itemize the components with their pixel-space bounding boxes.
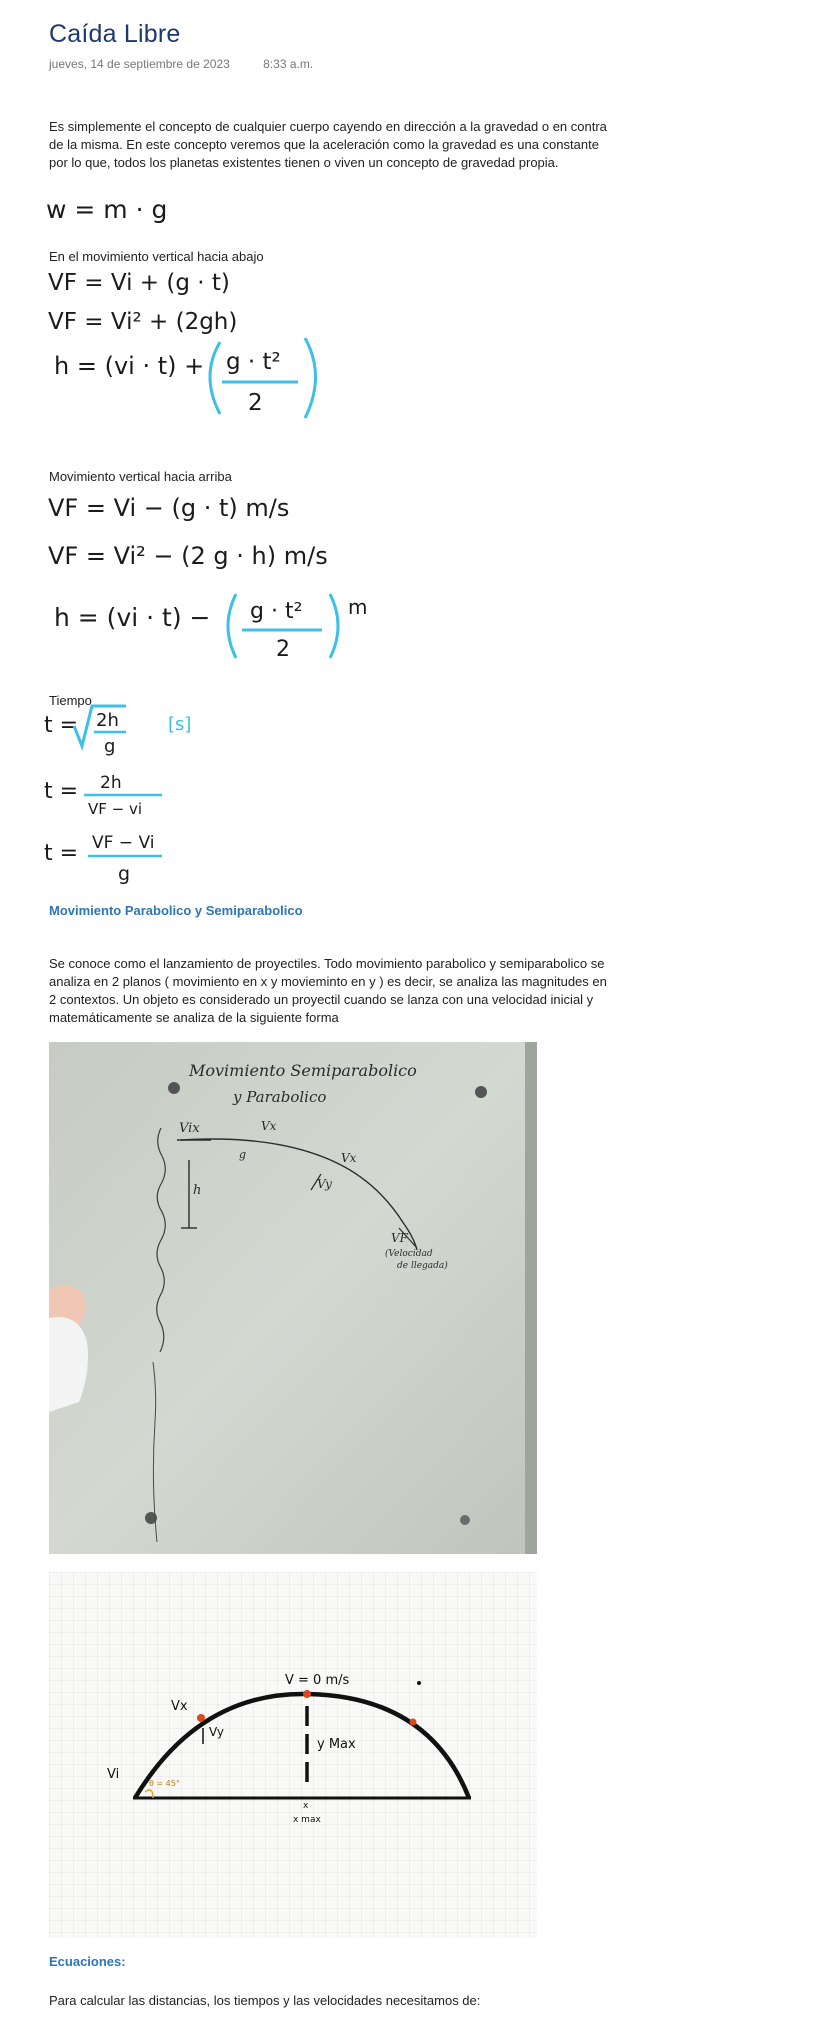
wb-vix: Vix	[179, 1121, 200, 1136]
grid-x: x	[303, 1801, 309, 1811]
grid-vx: Vx	[171, 1699, 188, 1714]
down-formula-3-den: 2	[248, 390, 263, 416]
wb-vy: Vy	[317, 1177, 332, 1191]
page-time: 8:33 a.m.	[263, 57, 314, 71]
wb-vx-1: Vx	[261, 1119, 277, 1133]
page-title: Caída Libre	[49, 20, 181, 48]
up-paren-left	[228, 594, 236, 658]
grid-xmax: x max	[293, 1815, 321, 1825]
time-formula-2-num: 2h	[100, 773, 122, 793]
up-formula-3-num: g · t²	[250, 599, 303, 624]
weight-formula-ink	[40, 192, 240, 228]
grid-ymax: y Max	[317, 1737, 356, 1752]
time-formula-3-left: t =	[44, 841, 79, 866]
down-formula-1: VF = Vi + (g · t)	[48, 270, 230, 296]
dot-mark	[417, 1681, 421, 1685]
time-label: Tiempo	[49, 693, 92, 708]
time-formula-1-left: t =	[44, 713, 79, 738]
apex-point	[303, 1690, 311, 1698]
vx-point	[197, 1714, 205, 1722]
up-paren-right	[330, 594, 338, 658]
time-formula-1-num: 2h	[96, 710, 119, 731]
down-formula-3-left: h = (vi · t) +	[54, 352, 205, 380]
page-meta	[49, 57, 313, 71]
up-formula-3-unit: m	[348, 595, 368, 619]
whiteboard-bolt	[460, 1515, 470, 1525]
equations-paragraph: Para calcular las distancias, los tiempos y las velocidades necesitamos de:	[49, 1993, 481, 2008]
up-formula-2: VF = Vi² − (2 g · h) m/s	[48, 542, 328, 570]
down-formula-2: VF = Vi² + (2gh)	[48, 309, 238, 335]
up-formula-1: VF = Vi − (g · t) m/s	[48, 494, 290, 522]
descent-point	[410, 1719, 417, 1726]
wb-vf: VF	[391, 1231, 408, 1245]
whiteboard-bolt	[168, 1082, 180, 1094]
down-paren-right	[305, 338, 316, 418]
grid-vi: Vi	[107, 1767, 120, 1782]
wb-h: h	[193, 1183, 202, 1198]
grid-lines	[49, 1572, 537, 1938]
equations-heading: Ecuaciones:	[49, 1954, 126, 1969]
parabolic-heading: Movimiento Parabolico y Semiparabolico	[49, 903, 303, 918]
up-formulas-ink	[40, 486, 400, 668]
wb-g: g	[239, 1148, 247, 1161]
time-formula-1-den: g	[104, 736, 116, 757]
time-formulas-ink	[40, 702, 320, 888]
time-formula-3-den: g	[118, 863, 131, 885]
whiteboard-surface	[49, 1042, 537, 1554]
page-date: jueves, 14 de septiembre de 2023	[49, 57, 230, 71]
down-formulas-ink	[40, 264, 360, 426]
wb-vf-note-1: (Velocidad	[385, 1249, 433, 1259]
grid-drawing	[49, 1572, 537, 1938]
whiteboard-photo	[49, 1042, 537, 1554]
intro-paragraph: Es simplemente el concepto de cualquier cuerpo cayendo en dirección a la gravedad o en contra de la misma. En este concepto veremos que la aceleración como la gravedad es una constante por lo que, todos los planetas existentes tienen o viven un concepto de gravedad propia.	[49, 119, 607, 170]
grid-vy: Vy	[209, 1725, 224, 1739]
parabolic-paragraph: Se conoce como el lanzamiento de proyectiles. Todo movimiento parabolico y semiparabolico se analiza en 2 planos ( movimiento en x y movieminto en y ) es decir, se analiza las magnitudes en 2 contextos. Un objeto es considerado un proyectil cuando se lanza con una velocidad inicial y matemáticamente se analiza de la siguiente forma	[49, 956, 607, 1025]
whiteboard-frame	[525, 1042, 537, 1554]
up-formula-3-den: 2	[276, 637, 290, 662]
wb-title-1: Movimiento Semiparabolico	[189, 1061, 417, 1080]
time-formula-2-left: t =	[44, 779, 79, 804]
up-formula-3-left: h = (vi · t) −	[54, 603, 211, 632]
down-label: En el movimiento vertical hacia abajo	[49, 249, 264, 264]
whiteboard-bolt	[475, 1086, 487, 1098]
up-label: Movimiento vertical hacia arriba	[49, 469, 232, 484]
grid-angle: θ = 45°	[149, 1779, 180, 1788]
time-formula-3-num: VF − Vi	[92, 833, 155, 853]
grid-vtop: V = 0 m/s	[285, 1673, 350, 1688]
time-formula-2-den: VF − vi	[88, 800, 143, 818]
wb-title-2: y Parabolico	[233, 1088, 327, 1106]
down-formula-3-num: g · t²	[226, 349, 281, 375]
time-formula-1-unit: [s]	[168, 714, 192, 735]
wb-vf-note-2: de llegada)	[397, 1261, 448, 1271]
wb-vx-2: Vx	[341, 1151, 357, 1165]
down-paren-left	[210, 342, 220, 414]
weight-formula: w = m · g	[46, 195, 168, 224]
